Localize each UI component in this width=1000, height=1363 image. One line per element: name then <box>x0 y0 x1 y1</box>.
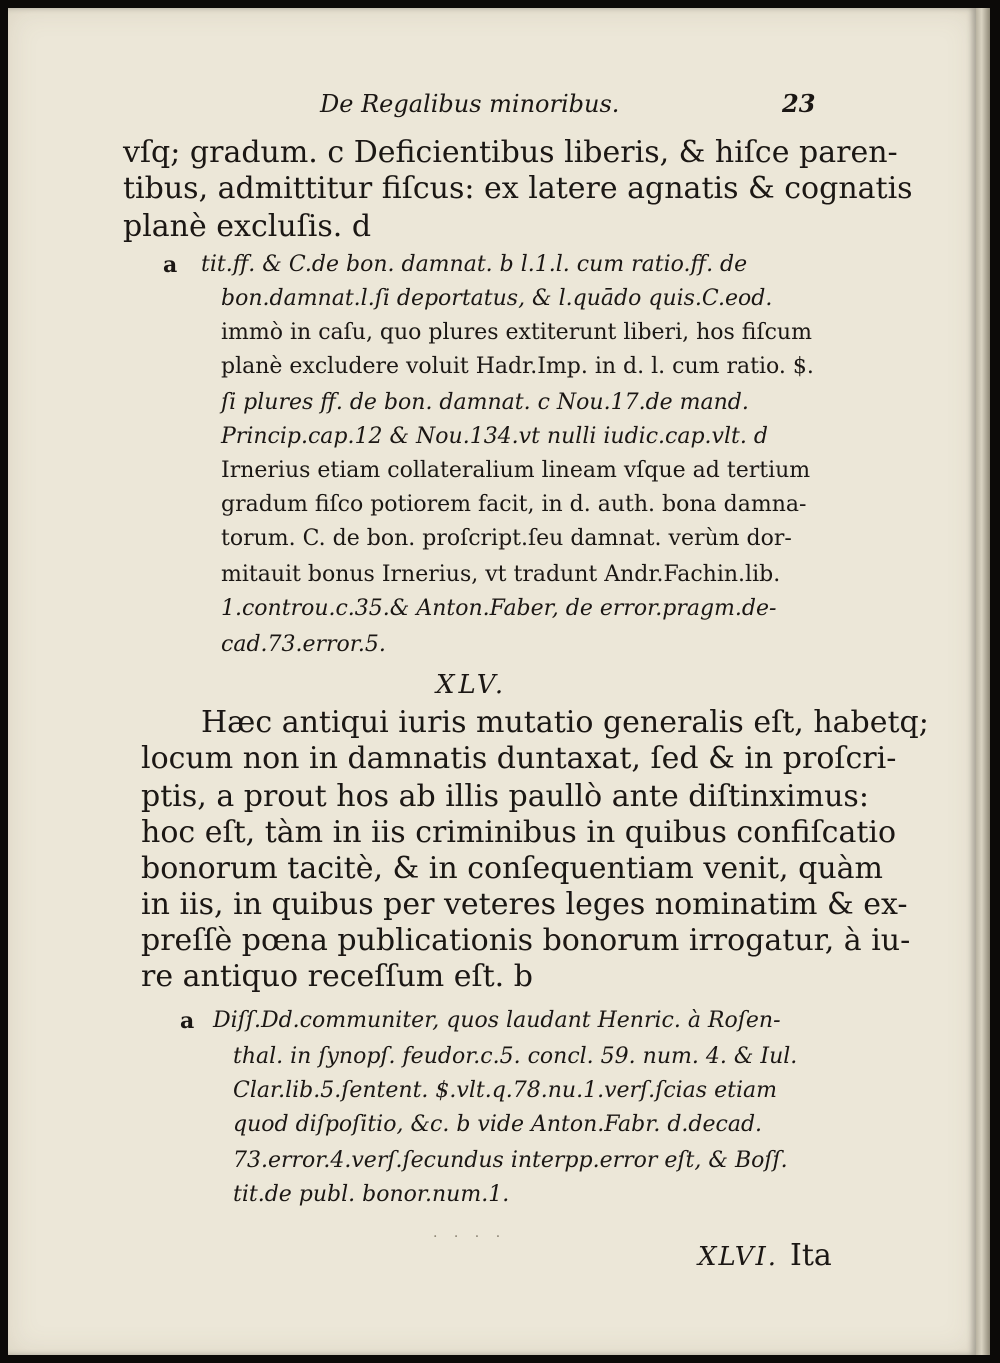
footnote-line: 73.error.4.verſ.ſecundus interpp.error eſt, & Boſſ. <box>233 1148 788 1173</box>
paragraph-1-line: planè excluſis. d <box>123 209 372 244</box>
footnote-line: tit.de publ. bonor.num.1. <box>233 1182 510 1207</box>
footnote-line: immò in caſu, quo plures extiterunt liberi, hos fiſcum <box>221 320 812 345</box>
footnote-line: quod diſpoſitio, &c. b vide Anton.Fabr. d.decad. <box>233 1112 763 1137</box>
running-title: De Regalibus minoribus. <box>320 90 620 118</box>
paragraph-2-line: bonorum tacitè, & in conſequentiam venit, quàm <box>141 851 883 886</box>
footnote-line: gradum fiſco potiorem facit, in d. auth. bona damna- <box>221 492 807 517</box>
page-number: 23 <box>782 89 816 118</box>
paragraph-1-line: tibus, admittitur fiſcus: ex latere agnatis & cognatis <box>123 171 913 206</box>
note-marker: a <box>180 1008 195 1034</box>
print-specks: · · · · <box>433 1229 507 1245</box>
paragraph-2-line: hoc eſt, tàm in iis criminibus in quibus confiſcatio <box>141 815 897 850</box>
paragraph-2-line: Hæc antiqui iuris mutatio generalis eſt, habetq; <box>201 705 929 740</box>
footnote-line: ſi plures ff. de bon. damnat. c Nou.17.de mand. <box>221 390 749 415</box>
footnote-line: cad.73.error.5. <box>221 632 386 657</box>
note-marker: a <box>163 252 178 278</box>
book-page <box>8 8 976 1355</box>
footnote-line: torum. C. de bon. proſcript.ſeu damnat. verùm dor- <box>221 526 792 551</box>
paragraph-2-line: preſſè pœna publicationis bonorum irrogatur, à iu- <box>141 923 911 958</box>
paragraph-2-line: locum non in damnatis duntaxat, ſed & in proſcri- <box>141 741 897 776</box>
footnote-line: Princip.cap.12 & Nou.134.vt nulli iudic.cap.vlt. d <box>221 424 768 449</box>
paragraph-2-line: in iis, in quibus per veteres leges nominatim & ex- <box>141 887 908 922</box>
footnote-line: 1.controu.c.35.& Anton.Faber, de error.pragm.de- <box>221 596 777 621</box>
catchword-heading: XLVI. <box>698 1242 779 1272</box>
catchword: Ita <box>790 1238 832 1273</box>
paragraph-1-line: vſq; gradum. c Deficientibus liberis, & hiſce paren- <box>123 135 898 170</box>
footnote-line: planè excludere voluit Hadr.Imp. in d. l. cum ratio. $. <box>221 354 814 379</box>
section-heading: XLV. <box>436 670 508 700</box>
paragraph-2-line: ptis, a prout hos ab illis paullò ante diſtinximus: <box>141 779 869 814</box>
footnote-line: tit.ff. & C.de bon. damnat. b l.1.l. cum ratio.ff. de <box>201 252 748 277</box>
page-edge <box>976 8 990 1355</box>
footnote-line: Diſſ.Dd.communiter, quos laudant Henric. à Roſen- <box>213 1008 781 1033</box>
footnote-line: thal. in ſynopſ. feudor.c.5. concl. 59. num. 4. & Iul. <box>233 1044 798 1069</box>
footnote-line: mitauit bonus Irnerius, vt tradunt Andr.Fachin.lib. <box>221 562 781 587</box>
footnote-line: Irnerius etiam collateralium lineam vſque ad tertium <box>221 458 811 483</box>
footnote-line: bon.damnat.l.ſi deportatus, & l.quādo quis.C.eod. <box>221 286 773 311</box>
footnote-line: Clar.lib.5.ſentent. $.vlt.q.78.nu.1.verſ.ſcias etiam <box>233 1078 777 1103</box>
paragraph-2-line: re antiquo receſſum eſt. b <box>141 959 533 994</box>
